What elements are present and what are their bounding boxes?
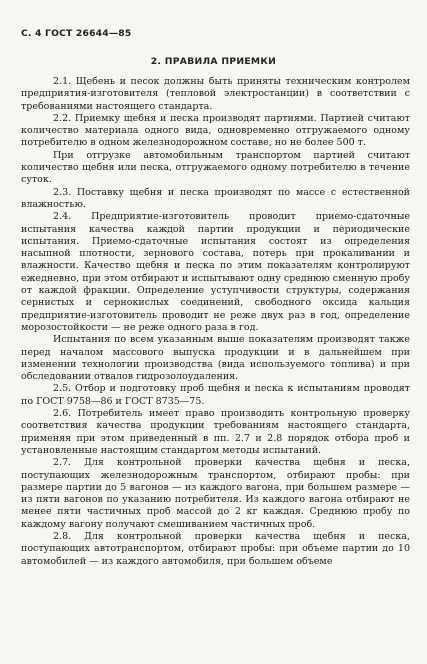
body-text — [21, 76, 410, 568]
paragraph-2-3: 2.3. Поставку щебня и песка производят по массе с естественной влажностью. — [21, 186, 410, 210]
paragraph-2-4: 2.4. Предприятие-изготовитель проводит приемо-сдаточные испытания качества каждой партии продукции и периодические испытания. Приемо-сдаточные испытания состоят из определения насыпной плотности, зернового состава, потерь при прокаливании и влажности. Качество щебня и песка по этим показателям контролируют ежедневно, при этом отбирают и испытывают одну среднюю сменную пробу от каждой фракции. Определение уступчивости структуры, содержания сернистых и сернокислых соединений, свободного оксида кальция предприятие-изготовитель проводит не реже двух раз в год, определение морозостойкости — не реже одного раза в год. — [21, 211, 410, 333]
paragraph-2-1: 2.1. Щебень и песок должны быть приняты техническим контролем предприятия-изготовителя (тепловой электростанции) в соответствии с требованиями настоящего стандарта. — [21, 76, 410, 112]
running-header: С. 4 ГОСТ 26644—85 — [21, 28, 132, 39]
paragraph-tests-before-production: Испытания по всем указанным выше показателям производят также перед началом массового выпуска продукции и в дальнейшем при изменении технологии производства (вида используемого топлива) и при обследовании отвалов гидрозолоудаления. — [21, 334, 410, 383]
paragraph-motor-transport-batch: При отгрузке автомобильным транспортом партией считают количество щебня или песка, отгружаемого одному потребителю в течение суток. — [21, 149, 410, 186]
paragraph-2-5: 2.5. Отбор и подготовку проб щебня и песка к испытаниям проводят по ГОСТ 9758—86 и ГОСТ 8735—75. — [21, 383, 410, 407]
paragraph-2-7: 2.7. Для контрольной проверки качества щебня и песка, поступающих железнодорожным транспортом, отбирают пробы: при размере партии до 5 вагонов — из каждого вагона, при большем размере — из пяти вагонов по указанию потребителя. Из каждого вагона отбирают не менее пяти частичных проб массой до 2 кг каждая. Среднюю пробу по каждому вагону получают смешиванием частичных проб. — [21, 457, 410, 530]
paragraph-2-6: 2.6. Потребитель имеет право производить контрольную проверку соответствия качества продукции требованиям настоящего стандарта, применяя при этом приведенный в пп. 2.7 и 2.8 порядок отбора проб и установленные настоящим стандартом методы испытаний. — [21, 408, 410, 456]
paragraph-2-8: 2.8. Для контрольной проверки качества щебня и песка, поступающих автотранспортом, отбирают пробы: при объеме партии до 10 автомобилей — из каждого автомобиля, при большем объеме — [21, 530, 410, 567]
section-title: 2. ПРАВИЛА ПРИЕМКИ — [150, 56, 277, 67]
paragraph-2-2: 2.2. Приемку щебня и песка производят партиями. Партией считают количество материала одного вида, одновременно отгружаемого одному потребителю в одном железнодорожном составе, но не более 500 т. — [21, 112, 410, 149]
